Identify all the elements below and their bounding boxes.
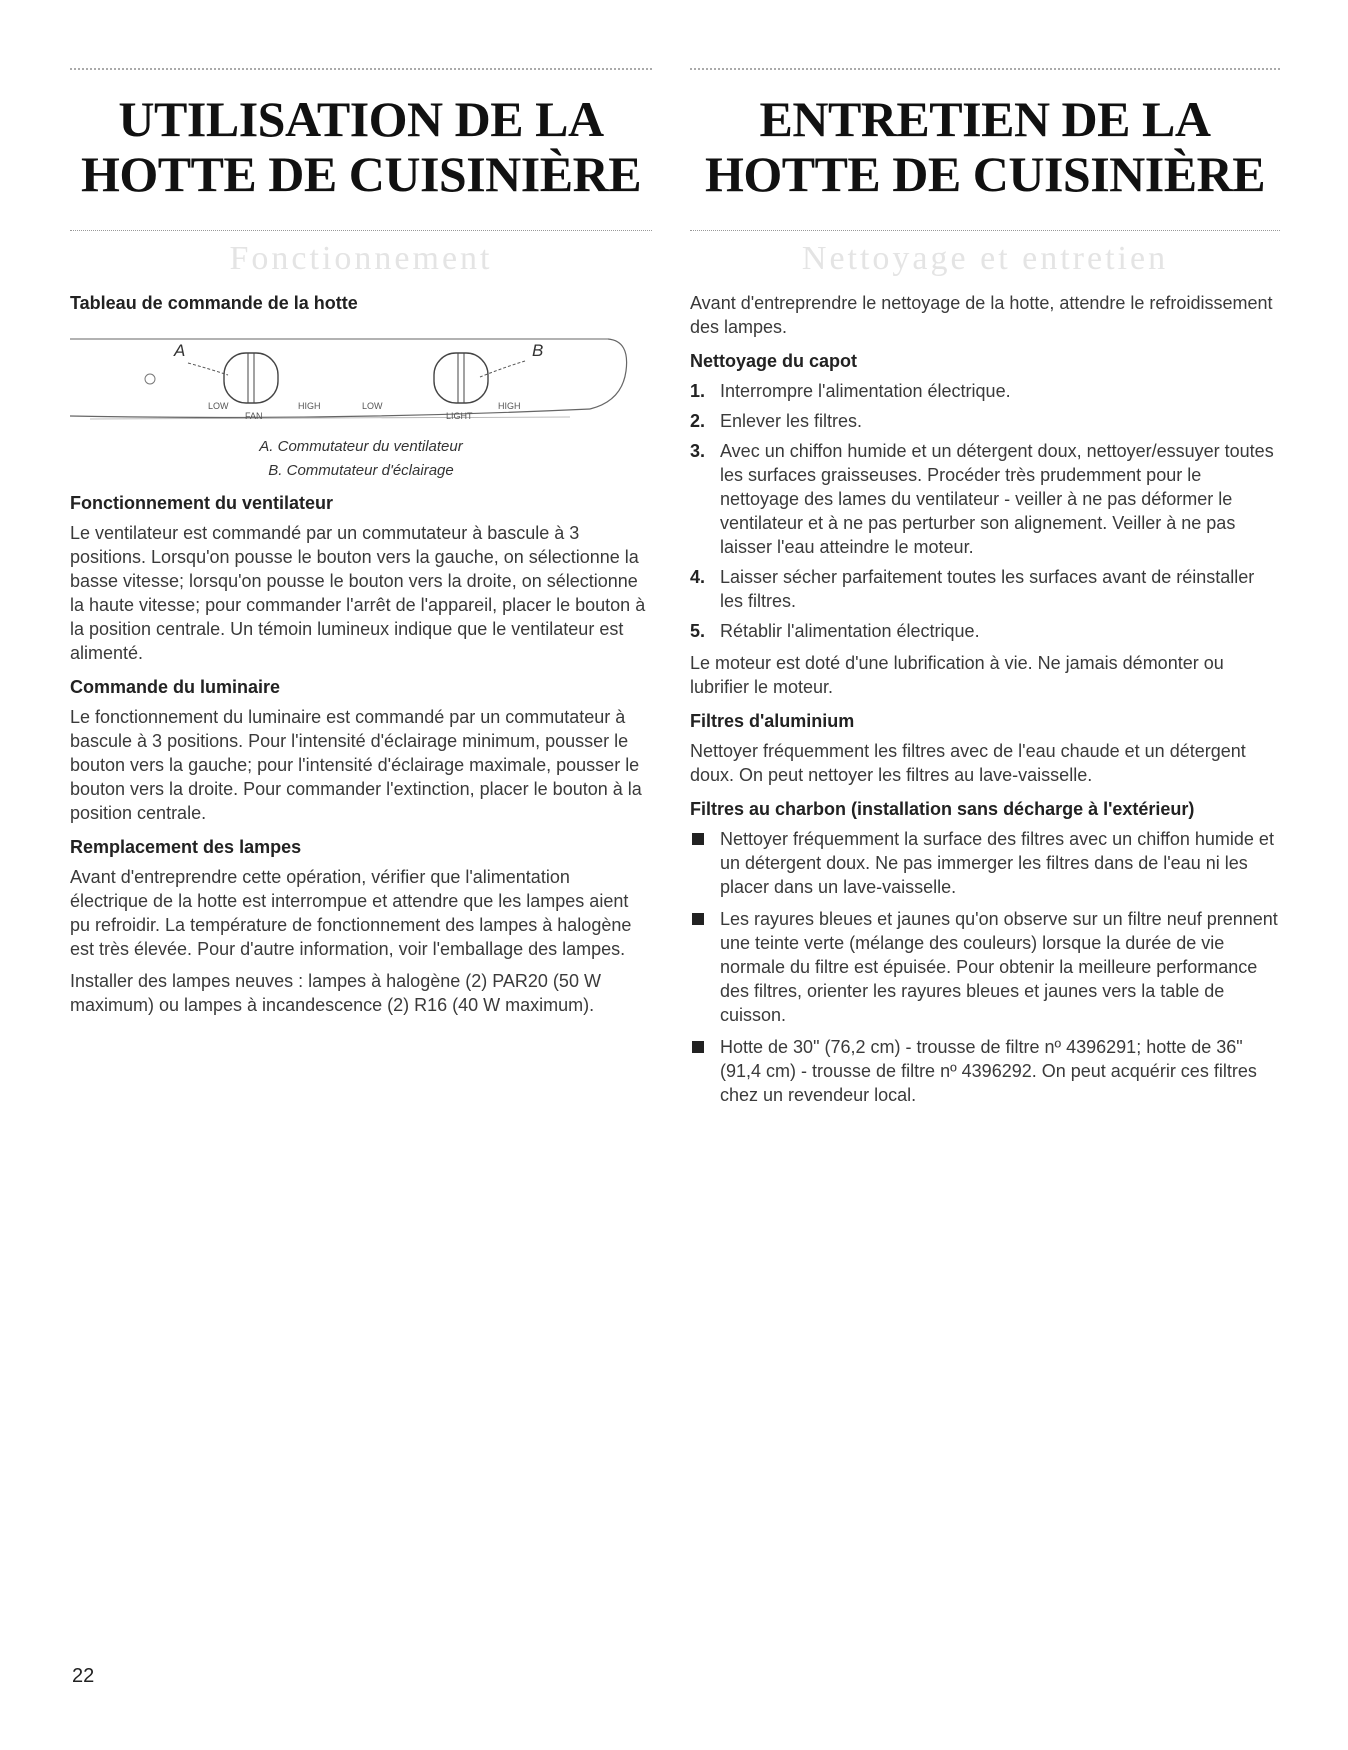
title-rule: [690, 230, 1280, 231]
fan-text: Le ventilateur est commandé par un commutateur à bascule à 3 positions. Lorsqu'on pousse le bouton vers la gauche, on sélectionne la basse vitesse; lorsqu'on pousse le bouton vers la droite, on sélectionne la haute vitesse; pour commander l'arrêt de l'appareil, placer le bouton à la position centrale. Un témoin lumineux indique que le ventilateur est alimenté.: [70, 523, 646, 663]
control-panel-drawing: [70, 321, 652, 431]
motor-text: Le moteur est doté d'une lubrification à vie. Ne jamais démonter ou lubrifier le moteur.: [690, 653, 1224, 697]
step-text: Laisser sécher parfaitement toutes les surfaces avant de réinstaller les filtres.: [720, 567, 1255, 611]
left-column: [70, 68, 652, 1025]
step-item: [690, 619, 1280, 643]
square-bullet-icon: [692, 833, 704, 845]
cleaning-steps: [690, 379, 1280, 643]
right-column: [690, 68, 1280, 1115]
step-number: 1.: [690, 381, 706, 401]
square-bullet-icon: [692, 1041, 704, 1053]
light-high-label: HIGH: [498, 401, 521, 411]
step-number: 2.: [690, 411, 706, 431]
square-bullet-icon: [692, 913, 704, 925]
bullet-text: Hotte de 30" (76,2 cm) - trousse de filtre nº 4396291; hotte de 36" (91,4 cm) - trousse de filtre nº 4396292. On peut acquérir ces filtres chez un revendeur local.: [720, 1037, 1257, 1105]
label-a: A: [174, 341, 186, 360]
step-item: [690, 409, 1280, 433]
bullet-text: Nettoyer fréquemment la surface des filtres avec un chiffon humide et un détergent doux. Ne pas immerger les filtres dans de l'eau ni les placer dans un lave-vaisselle.: [720, 829, 1274, 897]
light-text: Le fonctionnement du luminaire est commandé par un commutateur à bascule à 3 positions. Pour l'intensité d'éclairage minimum, pousser le bouton vers la gauche; pour l'intensité d'éclairage maximale, pousser le bouton vers la droite. Pour commander l'extinction, placer le bouton à la position centrale.: [70, 707, 642, 823]
step-number: 5.: [690, 621, 706, 641]
step-number: 3.: [690, 441, 706, 461]
intro-text: Avant d'entreprendre le nettoyage de la hotte, attendre le refroidissement des lampes.: [690, 293, 1273, 337]
fan-high-label: HIGH: [298, 401, 321, 411]
step-item: [690, 439, 1280, 559]
fan-heading: Fonctionnement du ventilateur: [70, 493, 334, 513]
bullet-item: [690, 907, 1280, 1027]
control-panel-heading: Tableau de commande de la hotte: [70, 293, 358, 313]
label-b: B: [532, 341, 544, 360]
step-text: Rétablir l'alimentation électrique.: [720, 621, 980, 641]
step-number: 4.: [690, 567, 706, 587]
aluminum-text: Nettoyer fréquemment les filtres avec de l'eau chaude et un détergent doux. On peut nettoyer les filtres au lave-vaisselle.: [690, 741, 1246, 785]
hood-heading: Nettoyage du capot: [690, 351, 858, 371]
aluminum-heading: Filtres d'aluminium: [690, 711, 855, 731]
fan-name-label: FAN: [245, 411, 263, 421]
step-text: Enlever les filtres.: [720, 411, 863, 431]
step-text: Interrompre l'alimentation électrique.: [720, 381, 1011, 401]
left-title: UTILISATION DE LA HOTTE DE CUISINIÈRE: [80, 91, 642, 202]
lamps-heading: Remplacement des lampes: [70, 837, 302, 857]
title-rule: [70, 230, 652, 231]
right-subtitle: Nettoyage et entretien: [801, 240, 1169, 277]
lamps-text-1: Avant d'entreprendre cette opération, vérifier que l'alimentation électrique de la hotte est interrompue et attendre que les lampes aient pu refroidir. La température de fonctionnement des lampes à halogène est très élevée. Pour d'autre information, voir l'emballage des lampes.: [70, 867, 632, 959]
control-panel-diagram: [70, 321, 652, 431]
page-number: 22: [72, 1665, 95, 1687]
charcoal-heading: Filtres au charbon (installation sans décharge à l'extérieur): [690, 799, 1195, 819]
step-item: [690, 565, 1280, 613]
caption-b: B. Commutateur d'éclairage: [268, 462, 454, 479]
step-text: Avec un chiffon humide et un détergent doux, nettoyer/essuyer toutes les surfaces graisseuses. Procéder très prudemment pour le nettoyage des lames du ventilateur - veiller à ne pas déformer le ventilateur et à ne pas perturber son alignement. Veiller à ne pas laisser l'eau atteindre le moteur.: [720, 441, 1274, 557]
lamps-text-2: Installer des lampes neuves : lampes à halogène (2) PAR20 (50 W maximum) ou lampes à incandescence (2) R16 (40 W maximum).: [70, 971, 601, 1015]
step-item: [690, 379, 1280, 403]
right-title: ENTRETIEN DE LA HOTTE DE CUISINIÈRE: [704, 91, 1266, 202]
charcoal-bullets: [690, 827, 1280, 1107]
fan-low-label: LOW: [208, 401, 229, 411]
light-low-label: LOW: [362, 401, 383, 411]
bullet-item: [690, 1035, 1280, 1107]
bullet-item: [690, 827, 1280, 899]
top-rule: [70, 68, 652, 70]
light-heading: Commande du luminaire: [70, 677, 281, 697]
caption-a: A. Commutateur du ventilateur: [259, 438, 463, 455]
light-name-label: LIGHT: [446, 411, 473, 421]
top-rule: [690, 68, 1280, 70]
left-subtitle: Fonctionnement: [229, 240, 493, 277]
bullet-text: Les rayures bleues et jaunes qu'on observe sur un filtre neuf prennent une teinte verte (mélange des couleurs) lorsque la durée de vie normale du filtre est épuisée. Pour obtenir la meilleure performance des filtres, orienter les rayures bleues et jaunes vers la table de cuisson.: [720, 909, 1278, 1025]
